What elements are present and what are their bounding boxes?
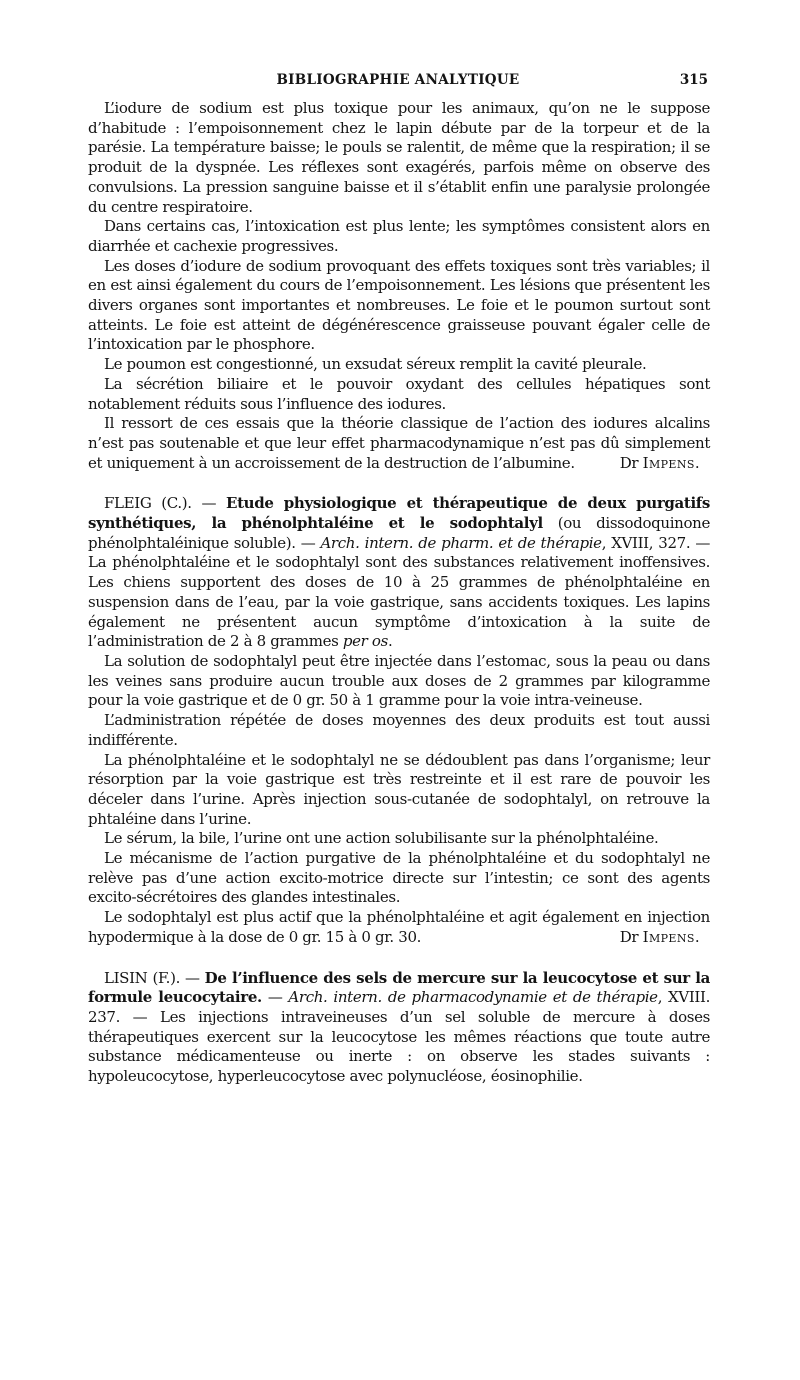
review-dash: — [180, 968, 205, 987]
paragraph-iodure-5: La sécrétion biliaire et le pouvoir oxydant des cellules hépatiques sont notablement réduits sous l’influence des iodures. [88, 374, 710, 413]
paragraph-iodure-4: Le poumon est congestionné, un exsudat séreux remplit la cavité pleurale. [104, 355, 647, 374]
signature-name: Impens. [642, 453, 700, 472]
review-fleig-heading [88, 494, 710, 652]
paragraph-fleig-2: L’administration répétée de doses moyennes des deux produits est tout aussi indifférente. [88, 711, 710, 749]
review-subtitle: (ou dissodoquinone phénolphtaléinique soluble). — [88, 514, 710, 552]
reviewer-signature [620, 928, 700, 948]
signature-name: Impens. [642, 927, 700, 946]
review-intro: — La phénolphtaléine et le sodophtalyl sont des substances relativement inoffensives. Les chiens supportent des doses de 10 à 25 grammes de phénolphtaléine en suspension dans de l’eau, par la voie gastrique, sans accidents toxiques. Les lapins également ne présentent aucun symptôme d’intoxication à la suite de l’administration de 2 à 8 grammes [88, 533, 710, 651]
paragraph-fleig-5: Le mécanisme de l’action purgative de la phénolphtaléine et du sodophtalyl ne relève pas d’une action excito-motrice directe sur l’intestin; ce sont des agents excito-sécrétoires des glandes intestinales. [88, 849, 710, 907]
paragraph-iodure-6 [88, 414, 710, 473]
review-journal: Arch. intern. de pharmacodynamie et de thérapie [288, 988, 658, 1007]
article-body [88, 99, 710, 1087]
page-number: 315 [679, 72, 708, 88]
running-head [88, 72, 708, 94]
paragraph-fleig-3: La phénolphtaléine et le sodophtalyl ne se dédoublent pas dans l’organisme; leur résorption par la voie gastrique est très restreinte et il est rare de pouvoir les déceler dans l’urine. Après injection sous-cutanée de sodophtalyl, on retrouve la phtaléine dans l’urine. [88, 750, 710, 828]
review-author: LISIN (F.). [104, 968, 181, 987]
paragraph-fleig-6-text: Le sodophtalyl est plus actif que la phénolphtaléine et agit également en injection hypodermique à la dose de 0 gr. 15 à 0 gr. 30. [88, 908, 710, 946]
review-dash: — [191, 494, 226, 513]
signature-prefix: Dr [619, 927, 639, 946]
reviewer-signature [620, 454, 700, 474]
paragraph-fleig-1: La solution de sodophtalyl peut être injectée dans l’estomac, sous la peau ou dans les veines sans produire aucun trouble aux doses de 2 grammes par kilogramme pour la voie gastrique et de 0 gr. 50 à 1 gramme pour la voie intra-veineuse. [88, 651, 710, 710]
paragraph-fleig-4: Le sérum, la bile, l’urine ont une action solubilisante sur la phénolphtaléine. [104, 829, 659, 848]
per-os-end: . [387, 632, 393, 651]
review-text: — Les injections intraveineuses d’un sel soluble de mercure à doses thérapeutiques exercent sur la leucocytose les mêmes réactions que toute autre substance médicamenteuse ou inerte : on observe les stades suivants : hypoleucocytose, hyperleucocytose avec polynucléose, éosinophilie. [88, 1007, 710, 1086]
paragraph-iodure-1: L’iodure de sodium est plus toxique pour les animaux, qu’on ne le suppose d’habitude : l’empoisonnement chez le lapin débute par de la torpeur et de la parésie. La température baisse; le pouls se ralentit, de même que la respiration; il se produit de la dyspnée. Les réflexes sont exagérés, parfois même on observe des convulsions. La pression sanguine baisse et il s’établit enfin une paralysie prolongée du centre respiratoire. [88, 99, 710, 216]
review-title: Etude physiologique et thérapeutique de deux purgatifs synthétiques, la phénolphtaléine et le sodophtalyl [88, 494, 711, 533]
review-lisin-heading [88, 969, 710, 1087]
paragraph-iodure-6-text: Il ressort de ces essais que la théorie classique de l’action des iodures alcalins n’est pas soutenable et que leur effet pharmacodynamique n’est pas dû simplement et uniquement à un accroissement de la destruction de l’albumine. [88, 414, 710, 472]
paragraph-fleig-6 [88, 908, 710, 947]
review-journal: Arch. intern. de pharm. et de thérapie [320, 533, 602, 552]
review-title: De l’influence des sels de mercure sur la leucocytose et sur la formule leucocytaire. [88, 968, 710, 1007]
paragraph-iodure-2: Dans certains cas, l’intoxication est plus lente; les symptômes consistent alors en diarrhée et cachexie progressives. [88, 217, 710, 255]
per-os: per os [342, 632, 388, 651]
running-title: BIBLIOGRAPHIE ANALYTIQUE [276, 72, 520, 88]
review-sep: — [261, 988, 289, 1007]
review-volume: , XVIII. 237. [88, 988, 710, 1026]
signature-prefix: Dr [619, 453, 639, 472]
review-volume: , XVIII, 327. [601, 533, 691, 552]
paragraph-iodure-3: Les doses d’iodure de sodium provoquant des effets toxiques sont très variables; il en est ainsi également du cours de l’empoisonnement. Les lésions que présentent les divers organes sont importantes et nombreuses. Le foie et le poumon surtout sont atteints. Le foie est atteint de dégénérescence graisseuse pouvant égaler celle de l’intoxication par le phosphore. [88, 256, 710, 354]
review-author: FLEIG (C.). [104, 494, 192, 513]
